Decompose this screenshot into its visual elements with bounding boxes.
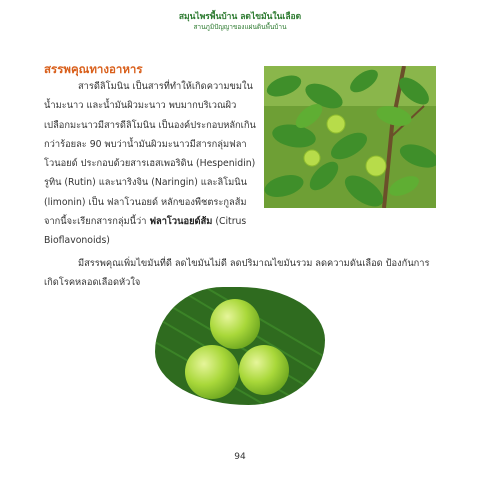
- lime-right: [239, 345, 289, 395]
- paragraph-2-text: มีสรรพคุณเพิ่มไขมันที่ดี ลดไขมันไม่ดี ลดปริมาณไขมันรวม ลดความดันเลือด ป้องกันการเกิดโรคหลอดเลือดหัวใจ: [44, 258, 430, 288]
- limes-photo: [155, 287, 325, 405]
- lime-top: [210, 299, 260, 349]
- limes-on-leaf-illustration: [155, 287, 325, 405]
- page-number: 94: [234, 452, 246, 462]
- header-title: สมุนไพรพื้นบ้าน ลดไขมันในเลือด: [178, 12, 302, 22]
- page-header: [0, 12, 480, 32]
- lime-left: [185, 345, 239, 399]
- section-title: สรรพคุณทางอาหาร: [44, 62, 143, 76]
- paragraph-1-bold: ฟลาโวนอยด์ส้ม: [149, 216, 213, 228]
- paragraph-1-text-a: สารดีลิโมนิน เป็นสารที่ทำให้เกิดความขมในน้ำมะนาว และน้ำมันผิวมะนาว พบมากบริเวณผิวเปลือกมะนาวมีสารดีลิโมนิน เป็นองค์ประกอบหลักเกินกว่าร้อยละ 90 พบว่าน้ำมันผิวมะนาวมีสารกลุ่มฟลาโวนอยด์ ประกอบด้วยสารเฮสเพอริดิน (Hespenidin) รูทิน (Rutin) และนาริงจิน (Naringin) และลิโมนิน (limonin) เป็น ฟลาโวนอยด์ หลักของพืชตระกูลส้ม จากนี้จะเรียกสารกลุ่มนี้ว่า: [44, 81, 256, 228]
- paragraph-1-text-b: (Citrus Bioflavonoids): [44, 216, 247, 247]
- header-subtitle: สานภูมิปัญญาของแผ่นดินพื้นบ้าน: [193, 23, 287, 31]
- paragraph-1: [44, 77, 256, 251]
- lime-tree-photo: [264, 66, 436, 208]
- lime-tree-illustration: [264, 66, 436, 208]
